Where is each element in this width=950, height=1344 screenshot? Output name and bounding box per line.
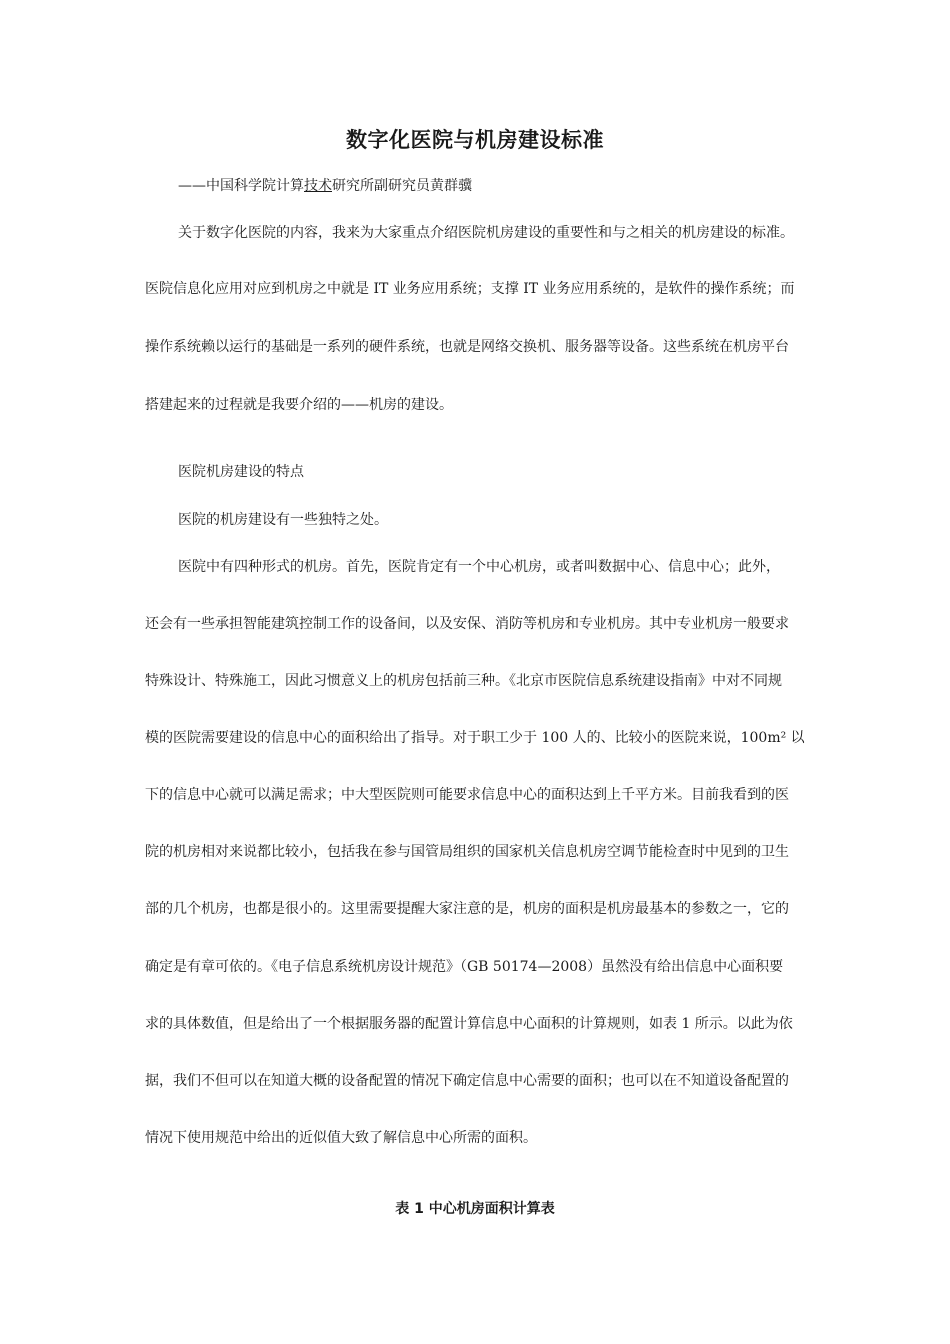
byline-suffix: 研究所副研究员黄群骥 <box>332 178 472 194</box>
paragraph3-line-2: 还会有一些承担智能建筑控制工作的设备间，以及安保、消防等机房和专业机房。其中专业机房一般要求 <box>145 616 789 632</box>
paragraph3-line-6: 院的机房相对来说都比较小，包括我在参与国管局组织的国家机关信息机房空调节能检查时中见到的卫生 <box>145 844 789 860</box>
paragraph3-line-8: 确定是有章可依的。《电子信息系统机房设计规范》（GB 50174—2008）虽然没有给出信息中心面积要 <box>145 959 784 975</box>
paragraph1-line-2: 医院信息化应用对应到机房之中就是 IT 业务应用系统；支撑 IT 业务应用系统的，是软件的操作系统；而 <box>145 281 795 297</box>
byline-prefix: ——中国科学院计算 <box>178 178 304 194</box>
paragraph3-line-3: 特殊设计、特殊施工，因此习惯意义上的机房包括前三种。《北京市医院信息系统建设指南》中对不同规 <box>145 673 782 689</box>
paragraph3-line-11: 情况下使用规范中给出的近似值大致了解信息中心所需的面积。 <box>145 1130 537 1146</box>
paragraph3-line-4: 模的医院需要建设的信息中心的面积给出了指导。对于职工少于 100 人的、比较小的医院来说，100m² 以 <box>145 730 805 746</box>
paragraph3-line-1: 医院中有四种形式的机房。首先，医院肯定有一个中心机房，或者叫数据中心、信息中心；此外， <box>178 559 780 575</box>
paragraph3-line-10: 据，我们不但可以在知道大概的设备配置的情况下确定信息中心需要的面积；也可以在不知道设备配置的 <box>145 1073 789 1089</box>
document-title: 数字化医院与机房建设标准 <box>346 127 604 152</box>
table-caption: 表 1 中心机房面积计算表 <box>395 1201 555 1217</box>
paragraph3-line-7: 部的几个机房，也都是很小的。这里需要提醒大家注意的是，机房的面积是机房最基本的参数之一，它的 <box>145 901 789 917</box>
section-heading: 医院机房建设的特点 <box>178 464 304 480</box>
byline-link[interactable]: 技术 <box>304 178 332 194</box>
paragraph2: 医院的机房建设有一些独特之处。 <box>178 512 388 528</box>
paragraph3-line-9: 求的具体数值，但是给出了一个根据服务器的配置计算信息中心面积的计算规则，如表 1 所示。以此为依 <box>145 1016 793 1032</box>
paragraph1-line-1: 关于数字化医院的内容，我来为大家重点介绍医院机房建设的重要性和与之相关的机房建设的标准。 <box>178 225 794 241</box>
paragraph1-line-3: 操作系统赖以运行的基础是一系列的硬件系统，也就是网络交换机、服务器等设备。这些系统在机房平台 <box>145 339 789 355</box>
paragraph1-line-4: 搭建起来的过程就是我要介绍的——机房的建设。 <box>145 397 453 413</box>
paragraph3-line-5: 下的信息中心就可以满足需求；中大型医院则可能要求信息中心的面积达到上千平方米。目前我看到的医 <box>145 787 789 803</box>
byline <box>178 177 472 195</box>
